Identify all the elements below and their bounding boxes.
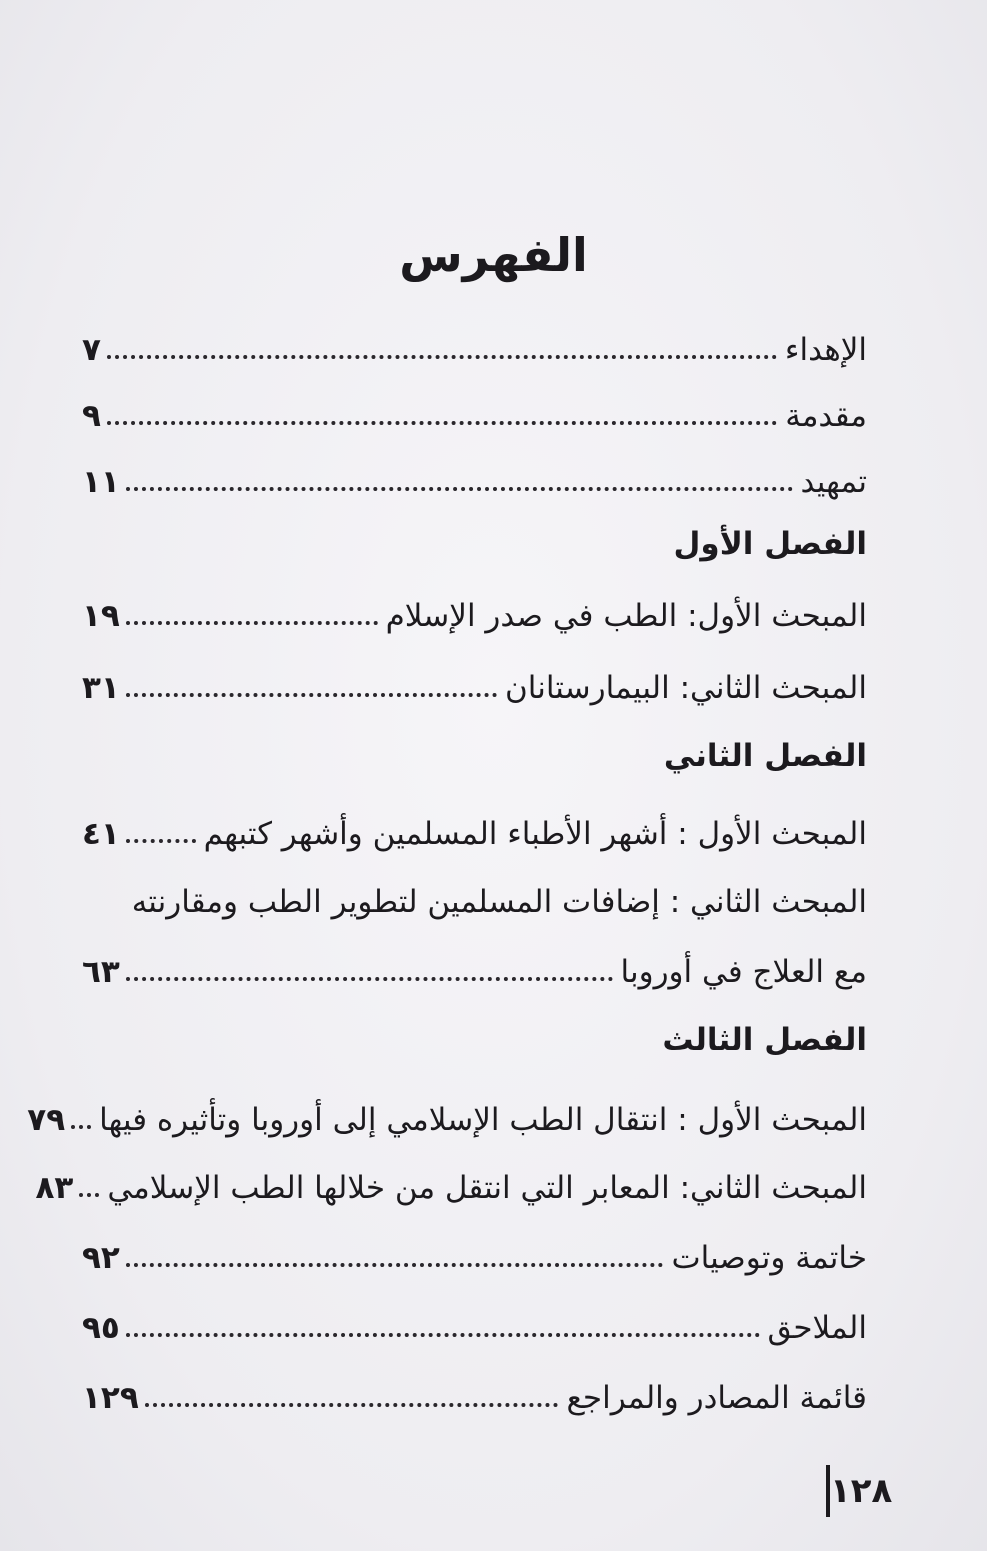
dot-leader bbox=[145, 1403, 559, 1407]
folio-bar bbox=[826, 1465, 830, 1517]
toc-entry[interactable] bbox=[82, 584, 867, 634]
dot-leader bbox=[107, 421, 777, 425]
toc-entry-label: المبحث الثاني: البيمارستانان bbox=[505, 670, 867, 706]
toc-entry-page: ٤١ bbox=[82, 816, 120, 852]
dot-leader bbox=[71, 1125, 91, 1129]
toc-entry[interactable] bbox=[82, 656, 867, 706]
toc-entry-label: المبحث الأول: الطب في صدر الإسلام bbox=[385, 598, 867, 634]
toc-entry[interactable] bbox=[27, 1088, 867, 1138]
toc-entry-page: ٨٣ bbox=[35, 1170, 74, 1206]
toc-entry[interactable] bbox=[35, 1156, 867, 1206]
page-title: الفهرس bbox=[399, 228, 588, 282]
dot-leader bbox=[107, 355, 777, 359]
toc-entry-label: المبحث الأول : انتقال الطب الإسلامي إلى أوروبا وتأثيره فيها bbox=[99, 1102, 867, 1138]
dot-leader bbox=[79, 1193, 99, 1197]
chapter-heading: الفصل الثاني bbox=[663, 738, 867, 774]
toc-entry-label: الإهداء bbox=[784, 332, 867, 368]
toc-entry[interactable] bbox=[82, 1366, 867, 1416]
toc-entry[interactable] bbox=[82, 1226, 867, 1276]
toc-entry-page: ٦٣ bbox=[82, 954, 120, 990]
toc-entry-label: المبحث الثاني : إضافات المسلمين لتطوير الطب ومقارنته bbox=[131, 884, 867, 920]
dot-leader bbox=[126, 977, 613, 981]
toc-entry-page: ١٩ bbox=[82, 598, 120, 634]
toc-entry[interactable] bbox=[82, 870, 867, 920]
toc-entry[interactable] bbox=[82, 802, 867, 852]
toc-entry-page: ٣١ bbox=[82, 670, 120, 706]
chapter-heading: الفصل الأول bbox=[673, 526, 867, 562]
toc-entry-label: قائمة المصادر والمراجع bbox=[566, 1380, 867, 1416]
toc-entry-page: ٩ bbox=[82, 398, 101, 434]
toc-entry-label: تمهيد bbox=[800, 464, 867, 500]
toc-entry[interactable] bbox=[82, 940, 867, 990]
toc-entry-page: ٩٢ bbox=[82, 1240, 120, 1276]
dot-leader bbox=[126, 621, 378, 625]
chapter-heading: الفصل الثالث bbox=[662, 1022, 867, 1058]
toc-entry-page: ٧ bbox=[82, 332, 101, 368]
toc-entry[interactable] bbox=[82, 450, 867, 500]
toc-entry-page: ٩٥ bbox=[82, 1310, 120, 1346]
toc-entry[interactable] bbox=[82, 318, 867, 368]
toc-entry-label: الملاحق bbox=[767, 1310, 867, 1346]
toc-entry-page: ٧٩ bbox=[27, 1102, 66, 1138]
toc-entry-label: مقدمة bbox=[785, 398, 867, 434]
dot-leader bbox=[126, 487, 793, 491]
dot-leader bbox=[126, 1333, 760, 1337]
page-number-value: ١٢٨ bbox=[830, 1471, 893, 1511]
toc-entry-label: المبحث الثاني: المعابر التي انتقل من خلالها الطب الإسلامي bbox=[107, 1170, 867, 1206]
dot-leader bbox=[126, 839, 196, 843]
toc-entry-label: المبحث الأول : أشهر الأطباء المسلمين وأشهر كتبهم bbox=[203, 816, 867, 852]
dot-leader bbox=[126, 1263, 664, 1267]
toc-entry[interactable] bbox=[82, 384, 867, 434]
page-number bbox=[818, 1465, 892, 1517]
toc-entry[interactable] bbox=[82, 1296, 867, 1346]
toc-entry-page: ١١ bbox=[82, 464, 120, 500]
toc-entry-page: ١٢٩ bbox=[82, 1380, 139, 1416]
dot-leader bbox=[126, 693, 497, 697]
toc-entry-label: خاتمة وتوصيات bbox=[671, 1240, 867, 1276]
toc-entry-label: مع العلاج في أوروبا bbox=[620, 954, 867, 990]
